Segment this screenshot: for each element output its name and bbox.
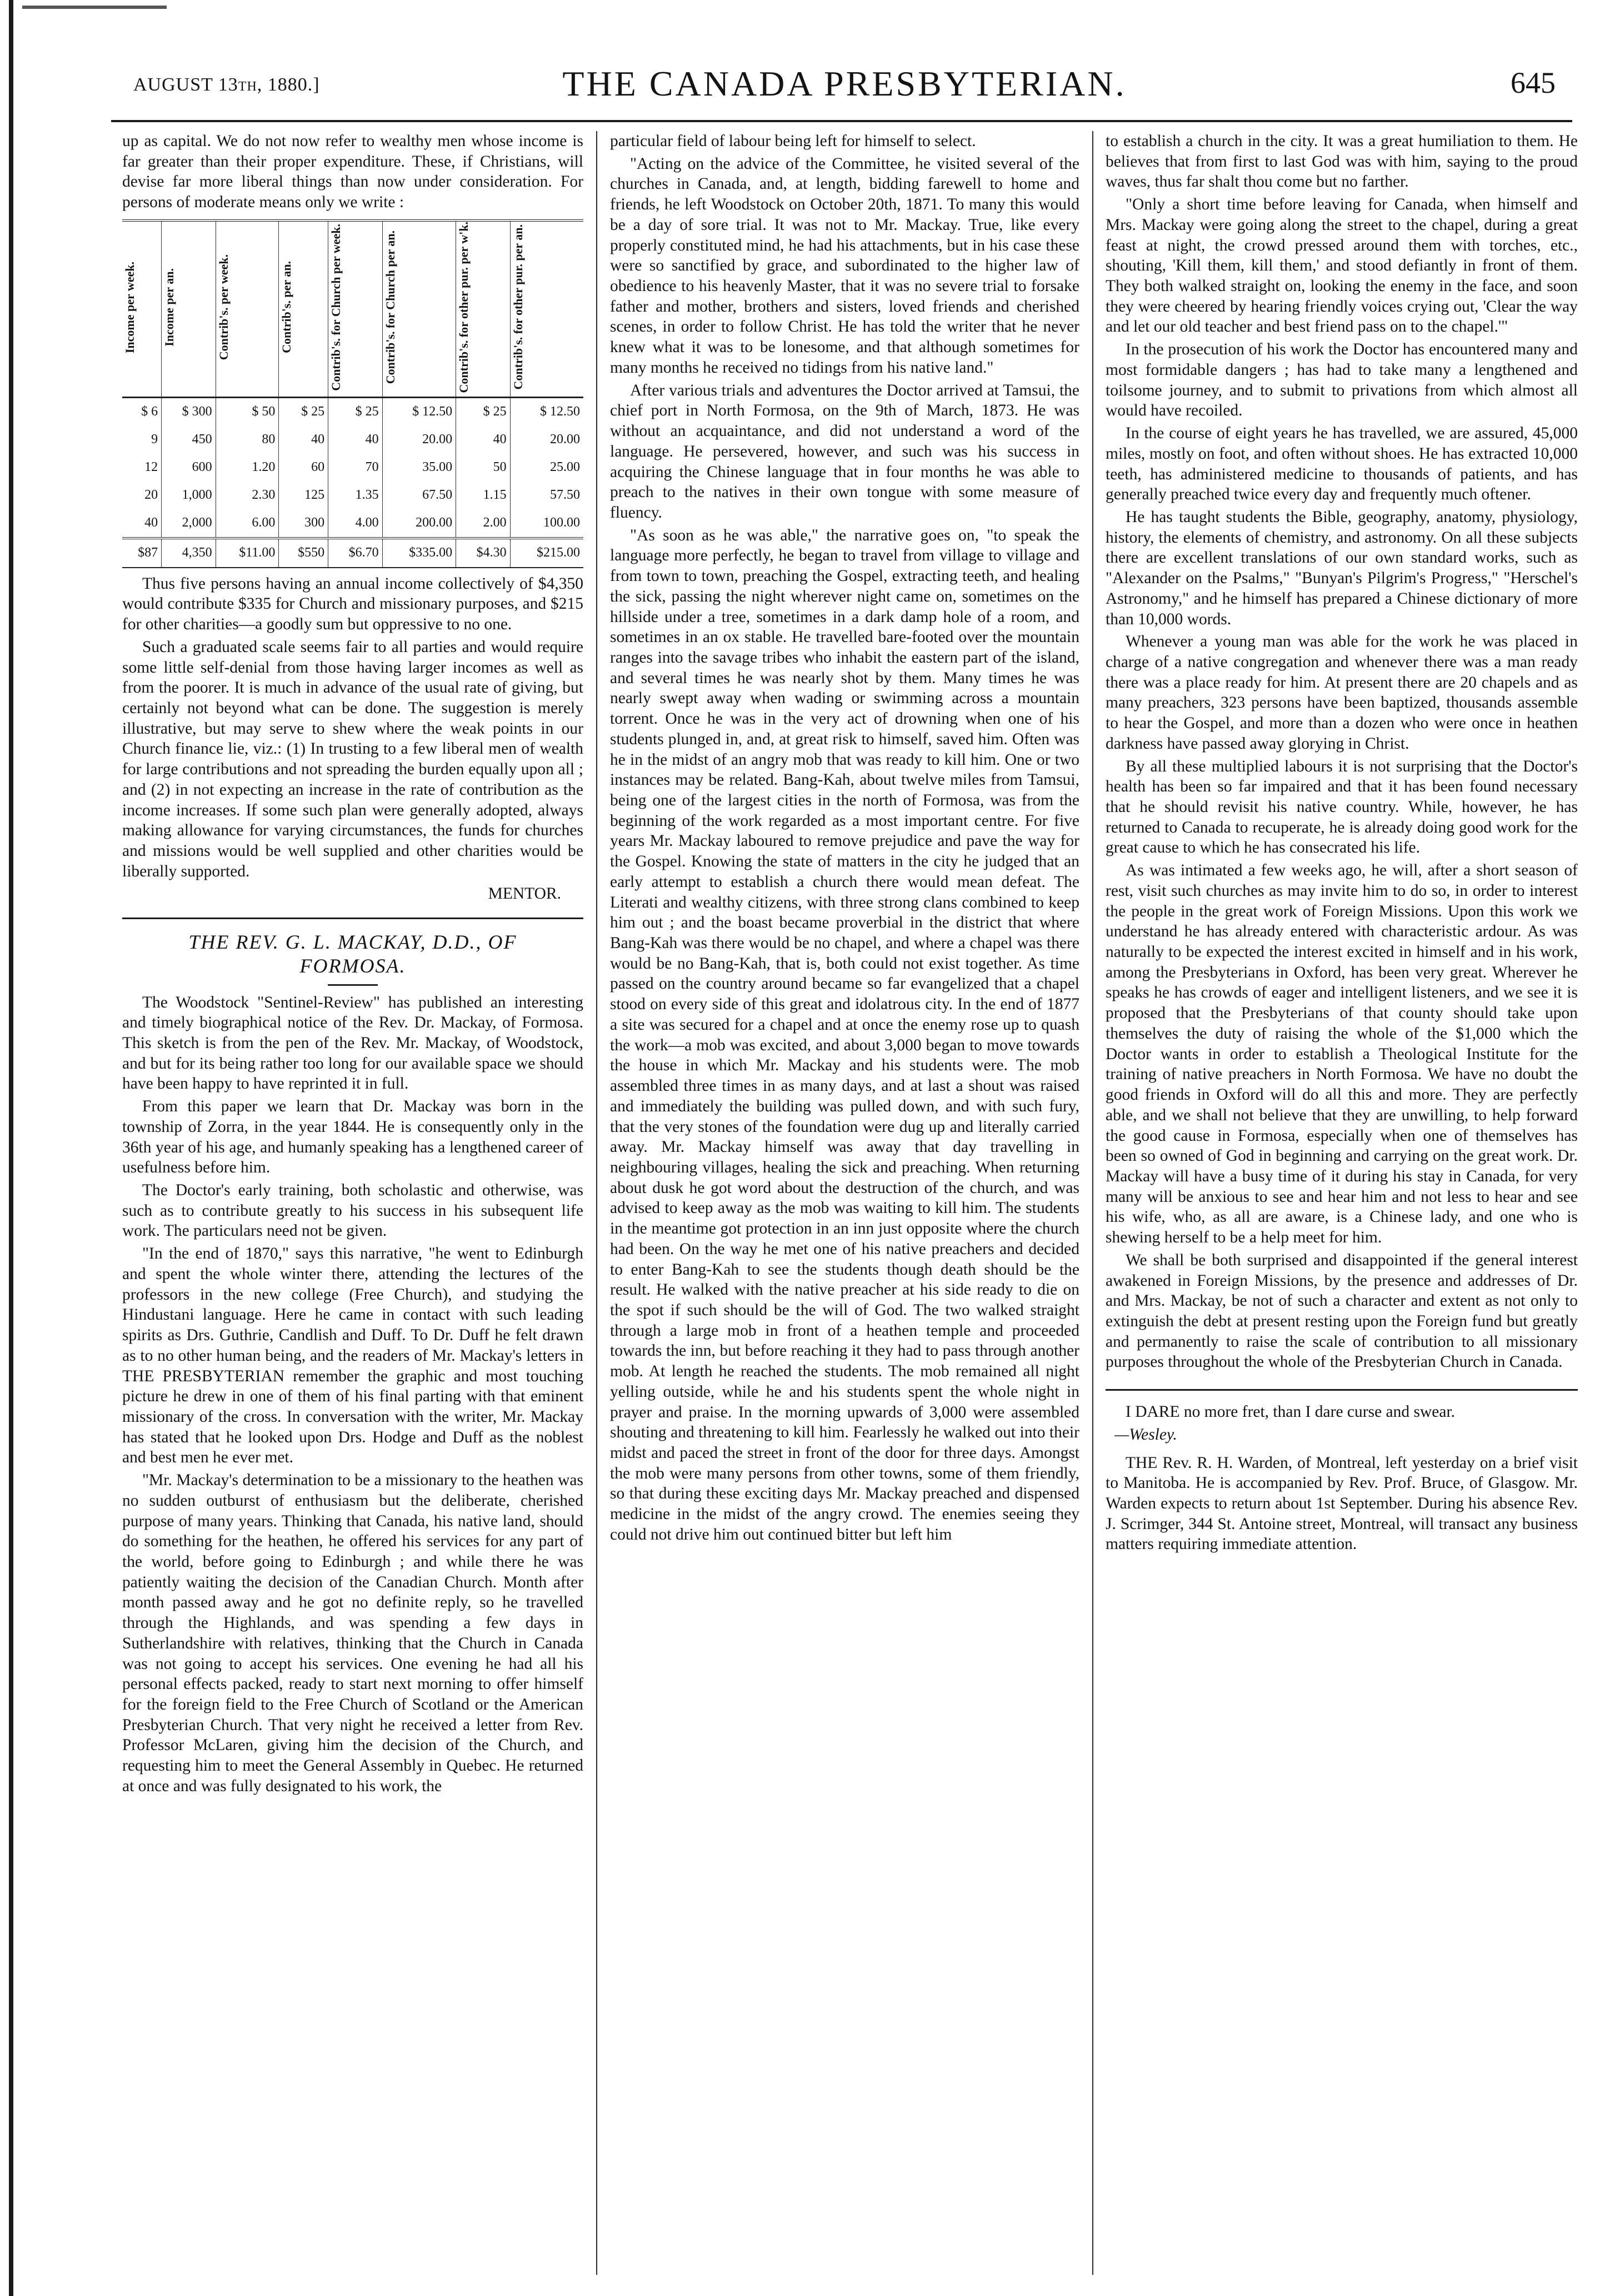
table-header: Contrib's. for other pur. per an. <box>510 220 583 397</box>
table-cell: 50 <box>456 454 511 482</box>
table-cell: 600 <box>162 454 216 482</box>
paragraph: "Acting on the advice of the Committee, he visited several of the churches in Canada, and, at length, bidding farewell to home and friends, he left Woodstock on October 20th, 1871. To many this would be a day of sore trial. It was not to Mr. Mackay. True, like every properly constituted mind, he had his attachments, but in his case these were so sanctified by grace, and subordinated to the higher law of obedience to his heavenly Master, that it was no severe trial to forsake father and mother, brothers and sisters, loved friends and cherished scenes, in order to follow Christ. He has told the writer that he never knew what it was to be lonesome, and that although sometimes for many months he received no tidings from his native land." <box>610 154 1079 377</box>
paragraph: Thus five persons having an annual income collectively of $4,350 would contribute $335 for Church and missionary purposes, and $215 for other charities—a goodly sum but oppressive to no one. <box>122 574 583 634</box>
paragraph: After various trials and adventures the Doctor arrived at Tamsui, the chief port in North Formosa, on the 9th of March, 1873. He was without an acquaintance, and did not understand a word of the language. He persevered, however, and such was his success in acquiring the Chinese language that in four months he was able to preach to the natives in their own tongue with some measure of fluency. <box>610 381 1079 522</box>
column-3 <box>1106 131 1578 1557</box>
table-cell: $4.30 <box>456 538 511 568</box>
table-cell: 80 <box>216 426 279 454</box>
paragraph: He has taught students the Bible, geography, anatomy, physiology, history, the elements of chemistry, and astronomy. On all these subjects there are excellent translations of our own standard works, such as "Alexander on the Psalms," "Bunyan's Pilgrim's Progress," "Herschel's Astronomy," and he himself has prepared a Chinese dictionary of more than 10,000 words. <box>1106 508 1578 628</box>
table-cell: $11.00 <box>216 538 279 568</box>
table-total-row <box>122 538 583 568</box>
paragraph: We shall be both surprised and disappointed if the general interest awakened in Foreign Missions, by the presence and addresses of Dr. and Mrs. Mackay, be not of such a character and extent as not only to extinguish the debt at present resting upon the Foreign fund but greatly and permanently to raise the scale of contribution to all missionary purposes throughout the whole of the Presbyterian Church in Canada. <box>1106 1251 1578 1371</box>
table-cell: 20.00 <box>510 426 583 454</box>
paragraph: to establish a church in the city. It was a great humiliation to them. He believes that from first to last God was with him, saying to the proud waves, thus far shalt thou come but no farther. <box>1106 132 1578 191</box>
table-cell: 4.00 <box>328 509 383 538</box>
page-header <box>111 53 1578 104</box>
table-cell: 2.30 <box>216 482 279 509</box>
section-divider <box>122 918 583 919</box>
paragraph: "Only a short time before leaving for Canada, when himself and Mrs. Mackay were going along the street to the chapel, during a great feast at night, the crowd pressed around them with torches, etc., shouting, 'Kill them, kill them,' and stood defiantly in front of them. They both walked straight on, looking the enemy in the face, and soon they were cheered by hearing friendly voices crying out, 'Clear the way and let our old teacher and best friend pass on to the chapel.'" <box>1106 195 1578 336</box>
table-header: Contrib's. per week. <box>216 220 279 397</box>
table-cell: 6.00 <box>216 509 279 538</box>
table-cell: 200.00 <box>382 509 456 538</box>
table-header: Contrib's. for Church per week. <box>328 220 383 397</box>
article-title-line: THE REV. G. L. MACKAY, D.D., OF <box>188 931 517 954</box>
table-cell: 40 <box>328 426 383 454</box>
table-header: Contrib's. for other pur. per w'k. <box>456 220 511 397</box>
paragraph: up as capital. We do not now refer to wealthy men whose income is far greater than their proper expenditure. These, if Christians, will devise far more liberal things than now under consideration. For persons of moderate means only we write : <box>122 132 583 212</box>
column-1 <box>122 131 583 1799</box>
table-cell: 1.20 <box>216 454 279 482</box>
table-header: Contrib's. for Church per an. <box>382 220 456 397</box>
paragraph: By all these multiplied labours it is not surprising that the Doctor's health has been so far impaired and that it has been found necessary that he should revisit his native country. While, however, he has returned to Canada to recuperate, he is already doing good work for the great cause to which he has consecrated his life. <box>1106 757 1578 857</box>
page-number: 645 <box>1511 66 1556 99</box>
column-separator <box>1092 131 1093 2275</box>
table-cell: 125 <box>279 482 328 509</box>
signature: MENTOR. <box>488 885 561 903</box>
paragraph: Whenever a young man was able for the work he was placed in charge of a native congregation and whenever there was a man ready there was a place ready for him. At present there are 20 chapels and as many preachers, 323 persons have been baptized, thousands assemble to hear the Gospel, and more than a dozen who were once in heathen darkness have passed away glorying in Christ. <box>1106 633 1578 753</box>
table-cell: $550 <box>279 538 328 568</box>
paragraph: In the course of eight years he has travelled, we are assured, 45,000 miles, mostly on foot, and often without shoes. He has extracted 10,000 teeth, has administered medicine to thousands of patients, and has generally preached twice every day and frequently much oftener. <box>1106 424 1578 504</box>
table-cell: $87 <box>122 538 162 568</box>
table-cell: 57.50 <box>510 482 583 509</box>
table-cell: $ 12.50 <box>510 397 583 426</box>
article-title-line: FORMOSA. <box>299 955 406 977</box>
column-separator <box>596 131 597 2275</box>
table-cell: 20.00 <box>382 426 456 454</box>
title-rule <box>328 984 378 986</box>
table-cell: 1,000 <box>162 482 216 509</box>
section-divider <box>1106 1389 1578 1391</box>
table-header-row <box>122 220 583 397</box>
table-cell: 1.15 <box>456 482 511 509</box>
table-row <box>122 509 583 538</box>
table-cell: 300 <box>279 509 328 538</box>
header-rule <box>111 120 1572 122</box>
table-cell: $ 12.50 <box>382 397 456 426</box>
table-cell: 67.50 <box>382 482 456 509</box>
table-cell: $6.70 <box>328 538 383 568</box>
table-cell: 60 <box>279 454 328 482</box>
paragraph: "In the end of 1870," says this narrative, "he went to Edinburgh and spent the whole winter there, attending the lectures of the professors in the new college (Free Church), and studying the Hindustani language. Here he came in contact with such leading spirits as Drs. Guthrie, Candlish and Duff. To Dr. Duff he felt drawn as to no other human being, and the readers of Mr. Mackay's letters in THE PRESBYTERIAN remember the graphic and most touching picture he drew in one of them of his final parting with that eminent missionary of the cross. In conversation with the writer, Mr. Mackay has stated that he looked upon Drs. Hodge and Duff as the noblest and best men he ever met. <box>122 1245 583 1467</box>
table-cell: $335.00 <box>382 538 456 568</box>
table-header: Income per week. <box>122 220 162 397</box>
table-cell: 70 <box>328 454 383 482</box>
table-header: Income per an. <box>162 220 216 397</box>
notice-paragraph: THE Rev. R. H. Warden, of Montreal, left yesterday on a brief visit to Manitoba. He is accompanied by Rev. Prof. Bruce, of Glasgow. Mr. Warden expects to return about 1st September. During his absence Rev. J. Scrimger, 344 St. Antoine street, Montreal, will transact any business matters requiring immediate attention. <box>1106 1453 1578 1553</box>
table-cell: 12 <box>144 459 158 474</box>
newspaper-title: THE CANADA PRESBYTERIAN. <box>562 64 1127 103</box>
top-edge-mark <box>22 6 167 9</box>
table-row <box>122 454 583 482</box>
left-binding-rule <box>9 0 13 2296</box>
paragraph: "Mr. Mackay's determination to be a missionary to the heathen was no sudden outburst of enthusiasm but the deliberate, cherished purpose of many years. Thinking that Canada, his native land, should do something for the heathen, he offered his services for any part of the world, before going to Edinburgh ; and while there he was patiently waiting the decision of the Canadian Church. Month after month passed away and he got no definite reply, so he travelled through the Highlands, and was spending a few days in Sutherlandshire with relatives, thinking that the Church in Canada was not going to accept his services. One evening he had all his personal effects packed, ready to start next morning to offer himself for the foreign field to the Free Church of Scotland or the American Presbyterian Church. That very night he received a letter from Rev. Professor McLaren, giving him the decision of the Church, and requesting him to meet the General Assembly in Quebec. He returned at once and was fully designated to his work, the <box>122 1471 583 1795</box>
table-cell: $ 300 <box>162 397 216 426</box>
table-cell: 25.00 <box>510 454 583 482</box>
table-row <box>122 482 583 509</box>
table-cell: 40 <box>144 515 158 530</box>
table-header: Contrib's. per an. <box>279 220 328 397</box>
table-cell: 1.35 <box>328 482 383 509</box>
table-cell: 35.00 <box>382 454 456 482</box>
contribution-table <box>122 219 583 568</box>
table-cell: 2.00 <box>456 509 511 538</box>
paragraph: As was intimated a few weeks ago, he will, after a short season of rest, visit such churches as may invite him to do so, in order to interest the people in the great work of Foreign Missions. Upon this work we understand he has already entered with characteristic ardour. As was naturally to be expected the interest excited in himself and in his work, among the Presbyterians in Oxford, has been very great. Wherever he speaks he has crowds of eager and intelligent listeners, and we see it is proposed that the Presbyterians of that county should take upon themselves the duty of raising the whole of the $1,000 which the Doctor wants in order to establish a Theological Institute for the training of native preachers in North Formosa. We have no doubt the good friends in Oxford will do all this and more. They are perfectly able, and we shall not believe that they are unwilling, to help forward the good cause in Formosa, especially when one of themselves has been so owned of God in beginning and carrying on the great work. Dr. Mackay will have a busy time of it during his stay in Canada, for very many will be anxious to see and hear him and not less to hear and see his wife, who, as all are aware, is a Chinese lady, and one who is shewing herself to be a help meet for him. <box>1106 861 1578 1247</box>
table-cell: 450 <box>162 426 216 454</box>
paragraph: The Woodstock "Sentinel-Review" has published an interesting and timely biographical notice of the Rev. Dr. Mackay, of Formosa. This sketch is from the pen of the Rev. Mr. Mackay, of Woodstock, and but for its being rather too long for our available space we should have been happy to have reprinted it in full. <box>122 993 583 1093</box>
table-cell: 40 <box>456 426 511 454</box>
paragraph: The Doctor's early training, both scholastic and otherwise, was such as to contribute greatly to his success in his subsequent life work. The particulars need not be given. <box>122 1181 583 1240</box>
issue-date: AUGUST 13th, 1880.] <box>133 74 320 95</box>
article-title <box>122 930 583 978</box>
table-cell: 100.00 <box>510 509 583 538</box>
quotation: I DARE no more fret, than I dare curse and swear. <box>1126 1403 1456 1421</box>
table-row <box>122 397 583 426</box>
table-cell: 40 <box>279 426 328 454</box>
quotation-attribution: —Wesley. <box>1114 1425 1177 1443</box>
table-cell: $ 25 <box>328 397 383 426</box>
paragraph: "As soon as he was able," the narrative goes on, "to speak the language more perfectly, he began to travel from village to village and from town to town, preaching the Gospel, extracting teeth, and healing the sick, passing the night wherever night came on, sometimes on the hillside under a tree, sometimes in a dark damp hole of a room, and sometimes in an ox stable. He travelled bare-footed over the mountain ranges into the savage tribes who inhabit the eastern part of the island, and several times he was nearly shot by them. Many times he was nearly swept away when wading or swimming across a mountain torrent. Once he was in the very act of drowning when one of his students plunged in, and, at great risk to himself, saved him. Often was he in the midst of an angry mob that was ready to kill him. One or two instances may be related. Bang-Kah, about twelve miles from Tamsui, being one of the largest cities in the north of Formosa, was from the beginning of the work regarded as a most important centre. For five years Mr. Mackay laboured to remove prejudice and pave the way for the Gospel. Knowing the state of matters in the city he judged that an early attempt to establish a church there would mean defeat. The Literati and wealthy citizens, with three strong clans combined to keep him out ; and the boast became proverbial in the district that where Bang-Kah was there would be no chapel, and where a chapel was there would be no Bang-Kah, that is, both could not exist together. As time passed on the country around became so far evangelized that a chapel stood on every side of this great and idolatrous city. In the end of 1877 a site was secured for a chapel and at once the enemy rose up to quash the work—a mob was excited, and about 3,000 began to move towards the house in which Mr. Mackay and his students were. The mob assembled three times in as many days, and at last a shout was raised and immediately the building was pulled down, and with such fury, that the very stones of the foundation were dug up and literally carried away. Mr. Mackay himself was away that day travelling in neighbouring villages, healing the sick and preaching. When returning about dusk he got word about the destruction of the church, and was advised to keep away as the mob was waiting to kill him. The students in the meantime got protection in an inn just opposite where the church had been. On the way he met one of his native preachers and decided to enter Bang-Kah to see the students though death should be the result. He walked with the native preacher at his side ready to die on the spot if such should be the will of God. The two walked straight through a large mob in front of a heathen temple and proceeded towards the inn, but before reaching it they had to pass through another mob. At length he reached the students. The mob remained all night yelling outside, while he and his students spent the whole night in prayer and praise. In the morning upwards of 3,000 were assembled shouting and threatening to kill him. Fearlessly he walked out into their midst and paced the street in front of the door for three days. Amongst the mob were many persons from other towns, some of them friendly, so that during these exciting days Mr. Mackay preached and dispensed medicine in the midst of the angry crowd. The enemies seeing they could not drive him out continued bitter but left him <box>610 526 1079 1543</box>
table-cell: $ 6 <box>141 404 158 419</box>
paragraph: In the prosecution of his work the Doctor has encountered many and most formidable dangers ; has had to take many a lengthened and toilsome journey, and to submit to privations from which almost all would have recoiled. <box>1106 340 1578 420</box>
table-cell: 4,350 <box>162 538 216 568</box>
table-cell: 2,000 <box>162 509 216 538</box>
paragraph: From this paper we learn that Dr. Mackay was born in the township of Zorra, in the year 1844. He is consequently only in the 36th year of his age, and humanly speaking has a lengthened career of usefulness before him. <box>122 1097 583 1177</box>
table-row <box>122 426 583 454</box>
table-cell: 9 <box>151 432 158 447</box>
table-cell: $215.00 <box>510 538 583 568</box>
paragraph: particular field of labour being left for himself to select. <box>610 132 976 150</box>
paragraph: Such a graduated scale seems fair to all parties and would require some little self-denial from those having larger incomes as well as from the poorer. It is much in advance of the usual rate of giving, but certainly not beyond what can be done. The suggestion is merely illustrative, but may serve to shew where the weak points in our Church finance lie, viz.: (1) In trusting to a few liberal men of wealth for large contributions and not spreading the burden equally upon all ; and (2) in not expecting an increase in the rate of contribution as the income increases. If some such plan were generally adopted, always making allowance for varying circumstances, the funds for churches and missions would be well supplied and other charities would be liberally supported. <box>122 638 583 880</box>
column-2 <box>610 131 1079 1547</box>
table-cell: $ 25 <box>456 397 511 426</box>
table-cell: 20 <box>144 487 158 502</box>
table-cell: $ 50 <box>216 397 279 426</box>
table-cell: $ 25 <box>279 397 328 426</box>
